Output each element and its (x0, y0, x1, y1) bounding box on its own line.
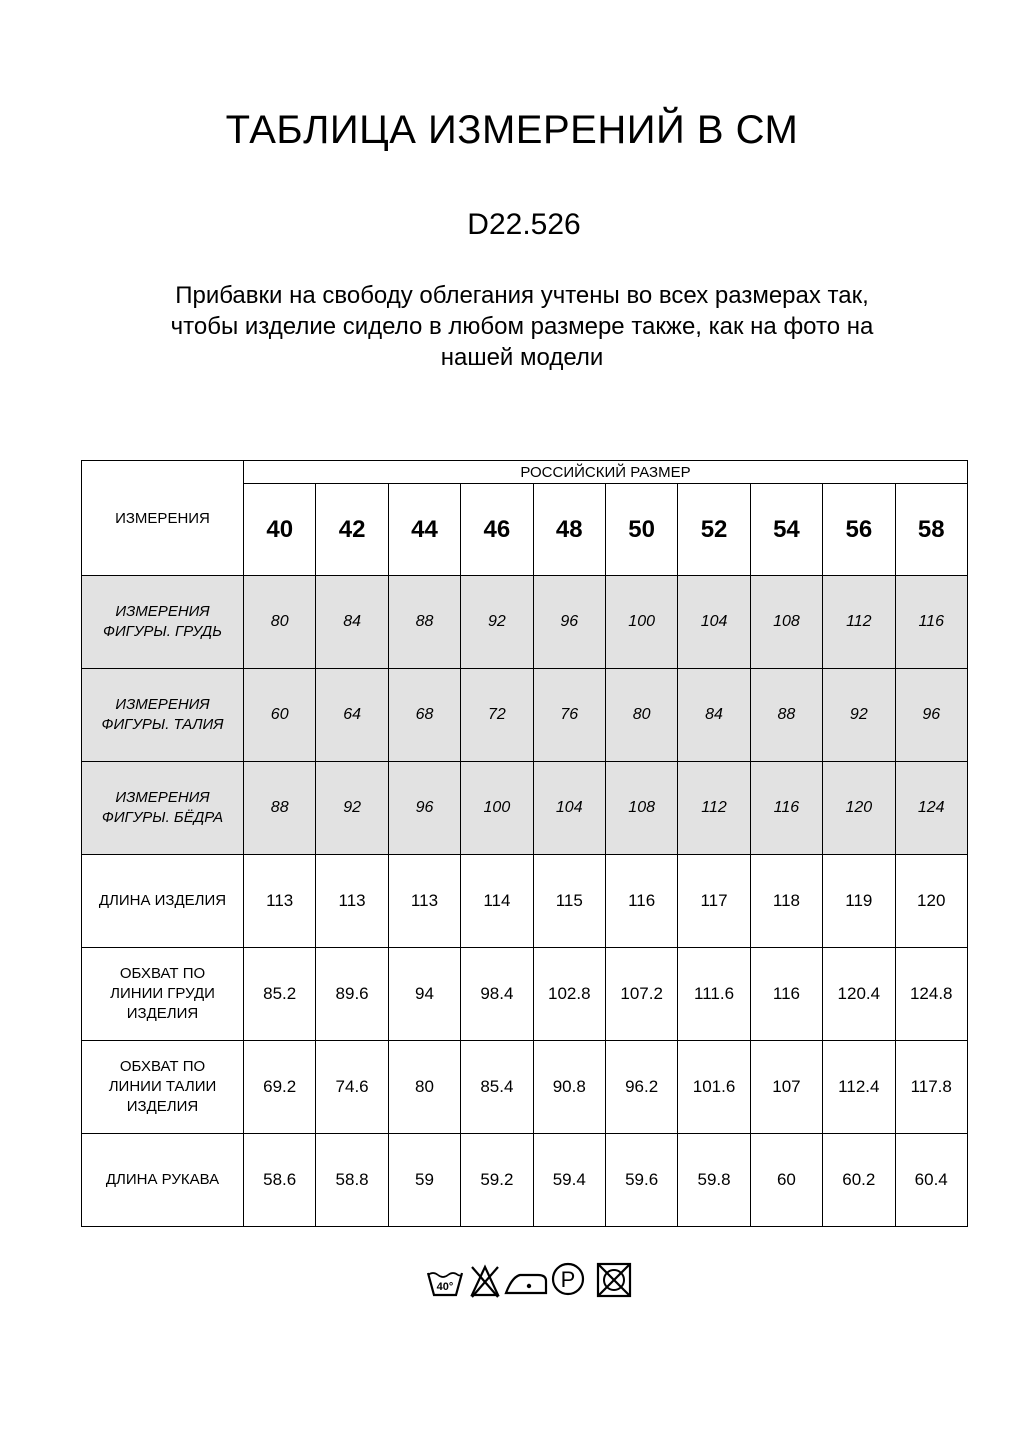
value-cell: 114 (461, 855, 533, 948)
value-cell: 92 (316, 762, 388, 855)
table-row (82, 855, 968, 948)
value-cell: 107 (750, 1041, 822, 1134)
value-cell: 120.4 (823, 948, 895, 1041)
value-cell: 102.8 (533, 948, 605, 1041)
row-label-line: ФИГУРЫ. БЁДРА (101, 809, 224, 826)
fit-note-line: нашей модели (440, 344, 604, 371)
value-cell: 96 (895, 669, 967, 762)
value-cell: 60.4 (895, 1134, 967, 1227)
value-cell: 80 (605, 669, 677, 762)
value-cell: 58.6 (244, 1134, 316, 1227)
value-cell: 59.8 (678, 1134, 750, 1227)
row-label (82, 948, 244, 1041)
no-bleach-icon (472, 1267, 498, 1297)
value-cell: 101.6 (678, 1041, 750, 1134)
row-label-line: ИЗМЕРЕНИЯ (115, 603, 210, 620)
table-row (82, 1134, 968, 1227)
value-cell: 72 (461, 669, 533, 762)
value-cell: 113 (316, 855, 388, 948)
fit-note-line: Прибавки на свободу облегания учтены во всех размерах так, (175, 282, 869, 309)
value-cell: 108 (605, 762, 677, 855)
value-cell: 60.2 (823, 1134, 895, 1227)
value-cell: 116 (750, 948, 822, 1041)
table-row (82, 762, 968, 855)
value-cell: 120 (895, 855, 967, 948)
row-label (82, 1041, 244, 1134)
row-label-line: ЛИНИИ ГРУДИ (110, 985, 215, 1002)
value-cell: 119 (823, 855, 895, 948)
value-cell: 74.6 (316, 1041, 388, 1134)
value-cell: 124 (895, 762, 967, 855)
value-cell: 118 (750, 855, 822, 948)
table-row (82, 1041, 968, 1134)
value-cell: 92 (823, 669, 895, 762)
size-header-48: 48 (533, 484, 605, 576)
size-header-58: 58 (895, 484, 967, 576)
row-label-line: ФИГУРЫ. ТАЛИЯ (101, 716, 224, 733)
row-label-line: ДЛИНА РУКАВА (105, 1171, 220, 1188)
value-cell: 58.8 (316, 1134, 388, 1227)
row-label-line: ЛИНИИ ТАЛИИ (108, 1078, 217, 1095)
value-cell: 76 (533, 669, 605, 762)
row-label (82, 1134, 244, 1227)
size-header-42: 42 (316, 484, 388, 576)
row-label-line: ФИГУРЫ. ГРУДЬ (103, 623, 222, 640)
row-label (82, 576, 244, 669)
value-cell: 85.2 (244, 948, 316, 1041)
value-cell: 104 (533, 762, 605, 855)
value-cell: 88 (750, 669, 822, 762)
row-label-line: ИЗМЕРЕНИЯ (115, 696, 210, 713)
row-label-line: ИЗМЕРЕНИЯ (115, 789, 210, 806)
care-symbols (426, 1259, 636, 1299)
row-label-line: ОБХВАТ ПО (119, 1058, 206, 1075)
value-cell: 59.6 (605, 1134, 677, 1227)
value-cell: 59.4 (533, 1134, 605, 1227)
value-cell: 115 (533, 855, 605, 948)
size-table (81, 460, 968, 1227)
value-cell: 113 (388, 855, 460, 948)
size-header-44: 44 (388, 484, 460, 576)
value-cell: 80 (244, 576, 316, 669)
value-cell: 120 (823, 762, 895, 855)
value-cell: 116 (605, 855, 677, 948)
no-tumble-dry-icon (598, 1264, 630, 1296)
size-header-50: 50 (605, 484, 677, 576)
value-cell: 88 (388, 576, 460, 669)
value-cell: 124.8 (895, 948, 967, 1041)
value-cell: 100 (461, 762, 533, 855)
size-header-40: 40 (244, 484, 316, 576)
value-cell: 112 (678, 762, 750, 855)
value-cell: 100 (605, 576, 677, 669)
value-cell: 112.4 (823, 1041, 895, 1134)
value-cell: 84 (316, 576, 388, 669)
product-code: D22.526 (467, 208, 581, 241)
dry-clean-letter: P (560, 1267, 576, 1292)
value-cell: 85.4 (461, 1041, 533, 1134)
value-cell: 64 (316, 669, 388, 762)
value-cell: 107.2 (605, 948, 677, 1041)
measurements-header: ИЗМЕРЕНИЯ (82, 461, 244, 576)
fit-note-line: чтобы изделие сидело в любом размере также, как на фото на (170, 313, 874, 340)
value-cell: 112 (823, 576, 895, 669)
value-cell: 117 (678, 855, 750, 948)
value-cell: 96.2 (605, 1041, 677, 1134)
row-label-line: ИЗДЕЛИЯ (126, 1005, 199, 1022)
row-label (82, 669, 244, 762)
wash-temp-label: 40° (436, 1281, 454, 1293)
iron-low-icon (506, 1275, 546, 1293)
value-cell: 69.2 (244, 1041, 316, 1134)
row-label (82, 762, 244, 855)
value-cell: 98.4 (461, 948, 533, 1041)
value-cell: 59.2 (461, 1134, 533, 1227)
value-cell: 60 (244, 669, 316, 762)
value-cell: 59 (388, 1134, 460, 1227)
value-cell: 104 (678, 576, 750, 669)
row-label-line: ОБХВАТ ПО (119, 965, 206, 982)
value-cell: 94 (388, 948, 460, 1041)
value-cell: 96 (533, 576, 605, 669)
table-row (82, 576, 968, 669)
value-cell: 113 (244, 855, 316, 948)
size-group-header: РОССИЙСКИЙ РАЗМЕР (244, 461, 968, 484)
size-header-54: 54 (750, 484, 822, 576)
page-title: ТАБЛИЦА ИЗМЕРЕНИЙ В СМ (225, 108, 799, 152)
value-cell: 116 (750, 762, 822, 855)
value-cell: 92 (461, 576, 533, 669)
value-cell: 88 (244, 762, 316, 855)
value-cell: 84 (678, 669, 750, 762)
size-header-46: 46 (461, 484, 533, 576)
value-cell: 89.6 (316, 948, 388, 1041)
wash-40-icon (428, 1273, 462, 1295)
row-label-line: ДЛИНА ИЗДЕЛИЯ (98, 892, 227, 909)
dry-clean-p-icon (553, 1264, 583, 1294)
value-cell: 80 (388, 1041, 460, 1134)
value-cell: 108 (750, 576, 822, 669)
table-row (82, 948, 968, 1041)
fit-note (0, 280, 1024, 373)
row-label-line: ИЗДЕЛИЯ (126, 1098, 199, 1115)
value-cell: 111.6 (678, 948, 750, 1041)
value-cell: 90.8 (533, 1041, 605, 1134)
table-row (82, 669, 968, 762)
value-cell: 116 (895, 576, 967, 669)
value-cell: 68 (388, 669, 460, 762)
row-label (82, 855, 244, 948)
size-header-52: 52 (678, 484, 750, 576)
value-cell: 96 (388, 762, 460, 855)
value-cell: 60 (750, 1134, 822, 1227)
size-header-56: 56 (823, 484, 895, 576)
value-cell: 117.8 (895, 1041, 967, 1134)
